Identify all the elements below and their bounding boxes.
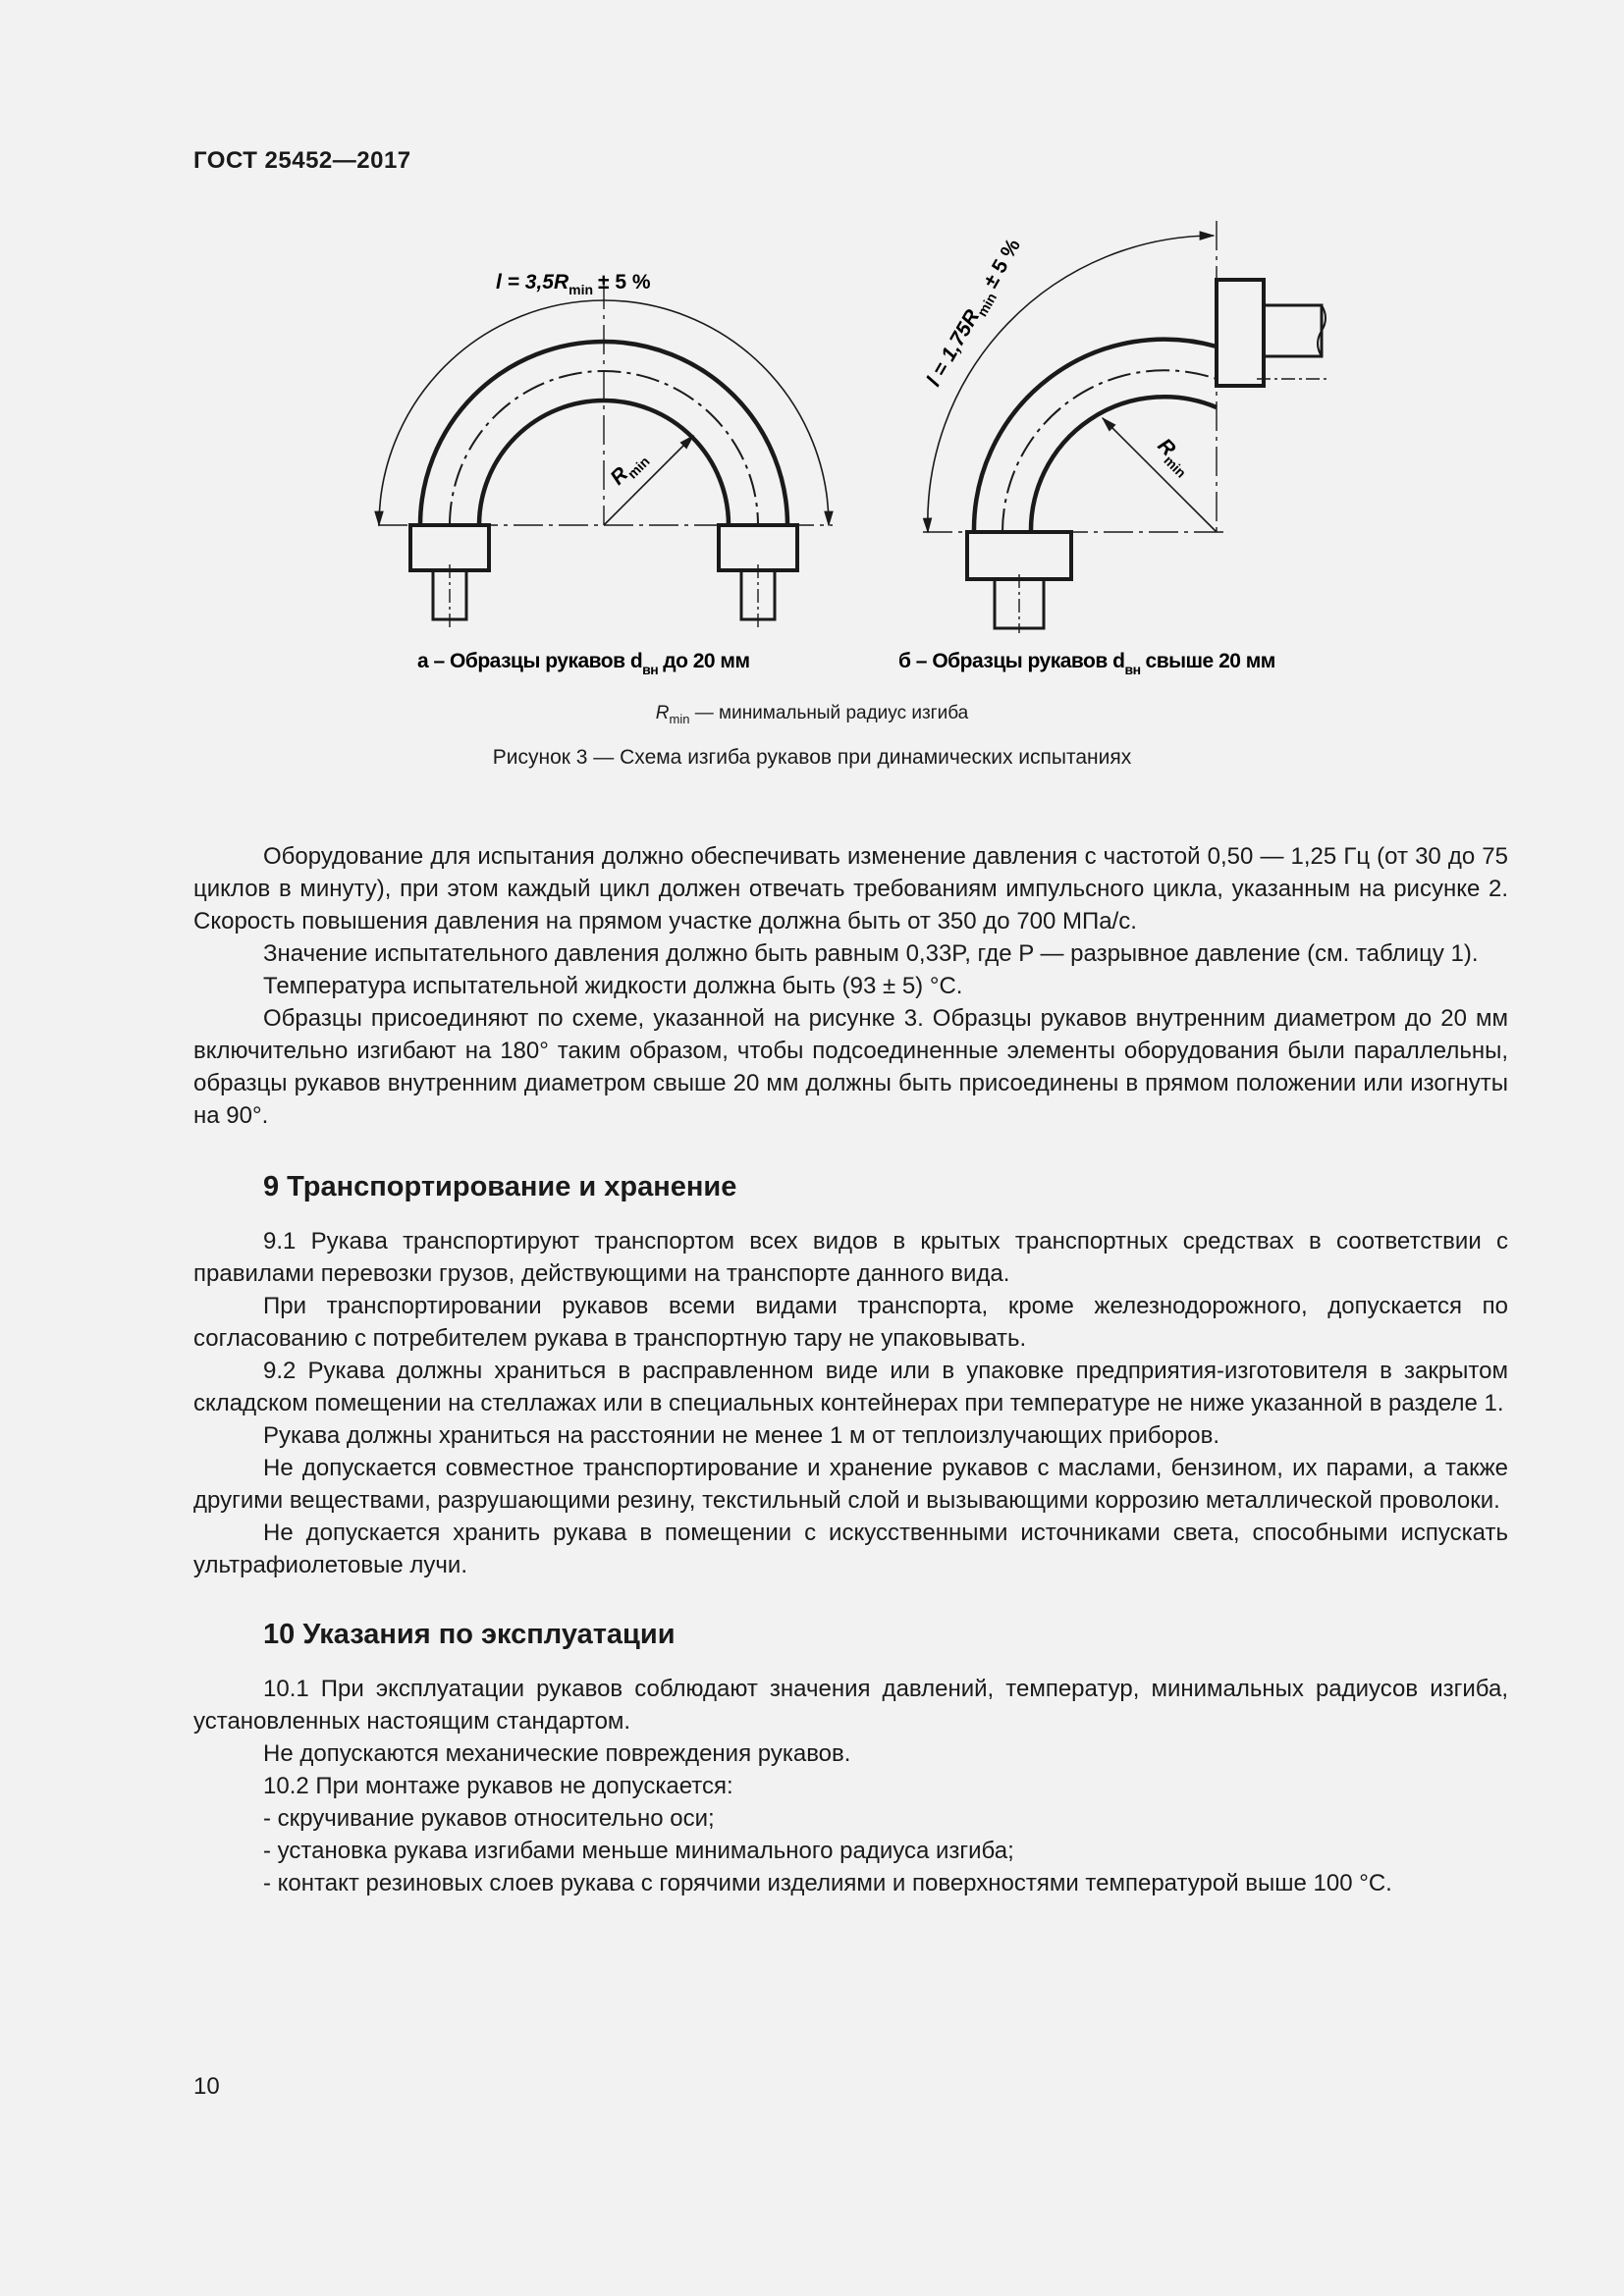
section-9-heading: 9 Транспортирование и хранение — [263, 1171, 737, 1202]
right-fitting-top — [1217, 280, 1264, 386]
paragraph: Не допускаются механические повреждения рукавов. — [263, 1740, 851, 1767]
paragraph: 10.1 При эксплуатации рукавов соблюдают значения давлений, температур, минимальных радиусов изгиба, установленных настоящим стандартом. — [193, 1676, 1508, 1735]
left-u-bend-diagram — [378, 280, 833, 628]
paragraph: 9.2 Рукава должны храниться в расправленном виде или в упаковке предприятия-изготовителя в закрытом складском помещении на стеллажах или в специальных контейнерах при температуре не ниже указанной в разделе 1. — [193, 1358, 1508, 1416]
paragraph: 10.2 При монтаже рукавов не допускается: — [263, 1773, 733, 1799]
right-subcaption: б – Образцы рукавов $d_{вн}$ свыше 20 мм — [898, 650, 1275, 677]
list-item: - установка рукава изгибами меньше минимального радиуса изгиба; — [263, 1838, 1014, 1864]
right-length-dimension-arc — [928, 236, 1214, 532]
left-fitting-left — [410, 525, 489, 570]
paragraph: Не допускается хранить рукава в помещении с искусственными источниками света, способными испускать ультрафиолетовые лучи. — [193, 1520, 1508, 1578]
document-header: ГОСТ 25452—2017 — [193, 147, 411, 174]
paragraph: Рукава должны храниться на расстоянии не менее 1 м от теплоизлучающих приборов. — [263, 1422, 1220, 1449]
right-radius-arrow — [1103, 418, 1217, 532]
paragraph: Оборудование для испытания должно обеспечивать изменение давления с частотой 0,50 — 1,25 Гц (от 30 до 75 циклов в минуту), при этом каждый цикл должен отвечать требованиям импульсного цикла, указанным на рисунке 2. Скорость повышения давления на прямом участке должна быть от 350 до 700 МПа/с. — [193, 843, 1508, 934]
right-nipple-top — [1264, 305, 1322, 356]
left-subcaption: а – Образцы рукавов $d_{вн}$ до 20 мм — [417, 650, 750, 677]
paragraph: Образцы присоединяют по схеме, указанной на рисунке 3. Образцы рукавов внутренним диаметром до 20 мм включительно изгибают на 180° таким образом, чтобы подсоединенные элементы оборудования были параллельны, образцы рукавов внутренним диаметром свыше 20 мм должны быть присоединены в прямом положении или изогнуты на 90°. — [193, 1005, 1508, 1129]
paragraph: Температура испытательной жидкости должна быть (93 ± 5) °С. — [263, 973, 963, 999]
page-number: 10 — [193, 2073, 220, 2100]
paragraph: Не допускается совместное транспортирование и хранение рукавов с маслами, бензином, их парами, а также другими веществами, разрушающими резину, текстильный слой и вызывающими коррозию металлической проволоки. — [193, 1455, 1508, 1514]
paragraph: Значение испытательного давления должно быть равным 0,33P, где P — разрывное давление (см. таблицу 1). — [263, 940, 1479, 967]
left-fitting-right — [719, 525, 797, 570]
paragraph: При транспортировании рукавов всеми видами транспорта, кроме железнодорожного, допускается по согласованию с потребителем рукава в транспортную тару не упаковывать. — [193, 1293, 1508, 1352]
right-length-label: $l = 1,75R_{min}\pm 5$ % — [922, 235, 1025, 391]
right-radius-label: $R_{min}$ — [1153, 434, 1190, 481]
figure-3-hose-bending-diagram — [0, 196, 1624, 687]
right-hose-inner-wall — [1031, 397, 1217, 532]
figure-legend: $R_{min}$ — минимальный радиус изгиба — [655, 703, 969, 726]
right-hose-outer-wall — [974, 340, 1217, 532]
paragraph: 9.1 Рукава транспортируют транспортом всех видов в крытых транспортных средствах в соответствии с правилами перевозки грузов, действующими на транспорте данного вида. — [193, 1228, 1508, 1287]
document-body — [193, 840, 1508, 1899]
section-10-heading: 10 Указания по эксплуатации — [263, 1619, 676, 1650]
left-length-label: $l = 3,5R_{min} \pm 5$ % — [496, 271, 651, 297]
list-item: - скручивание рукавов относительно оси; — [263, 1805, 715, 1832]
figure-caption: Рисунок 3 — Схема изгиба рукавов при динамических испытаниях — [492, 746, 1132, 769]
list-item: - контакт резиновых слоев рукава с горячими изделиями и поверхностями температурой выше 100 °С. — [263, 1870, 1392, 1896]
left-radius-label: $R_{min}$ — [606, 453, 653, 490]
right-fitting-bottom — [967, 532, 1071, 579]
